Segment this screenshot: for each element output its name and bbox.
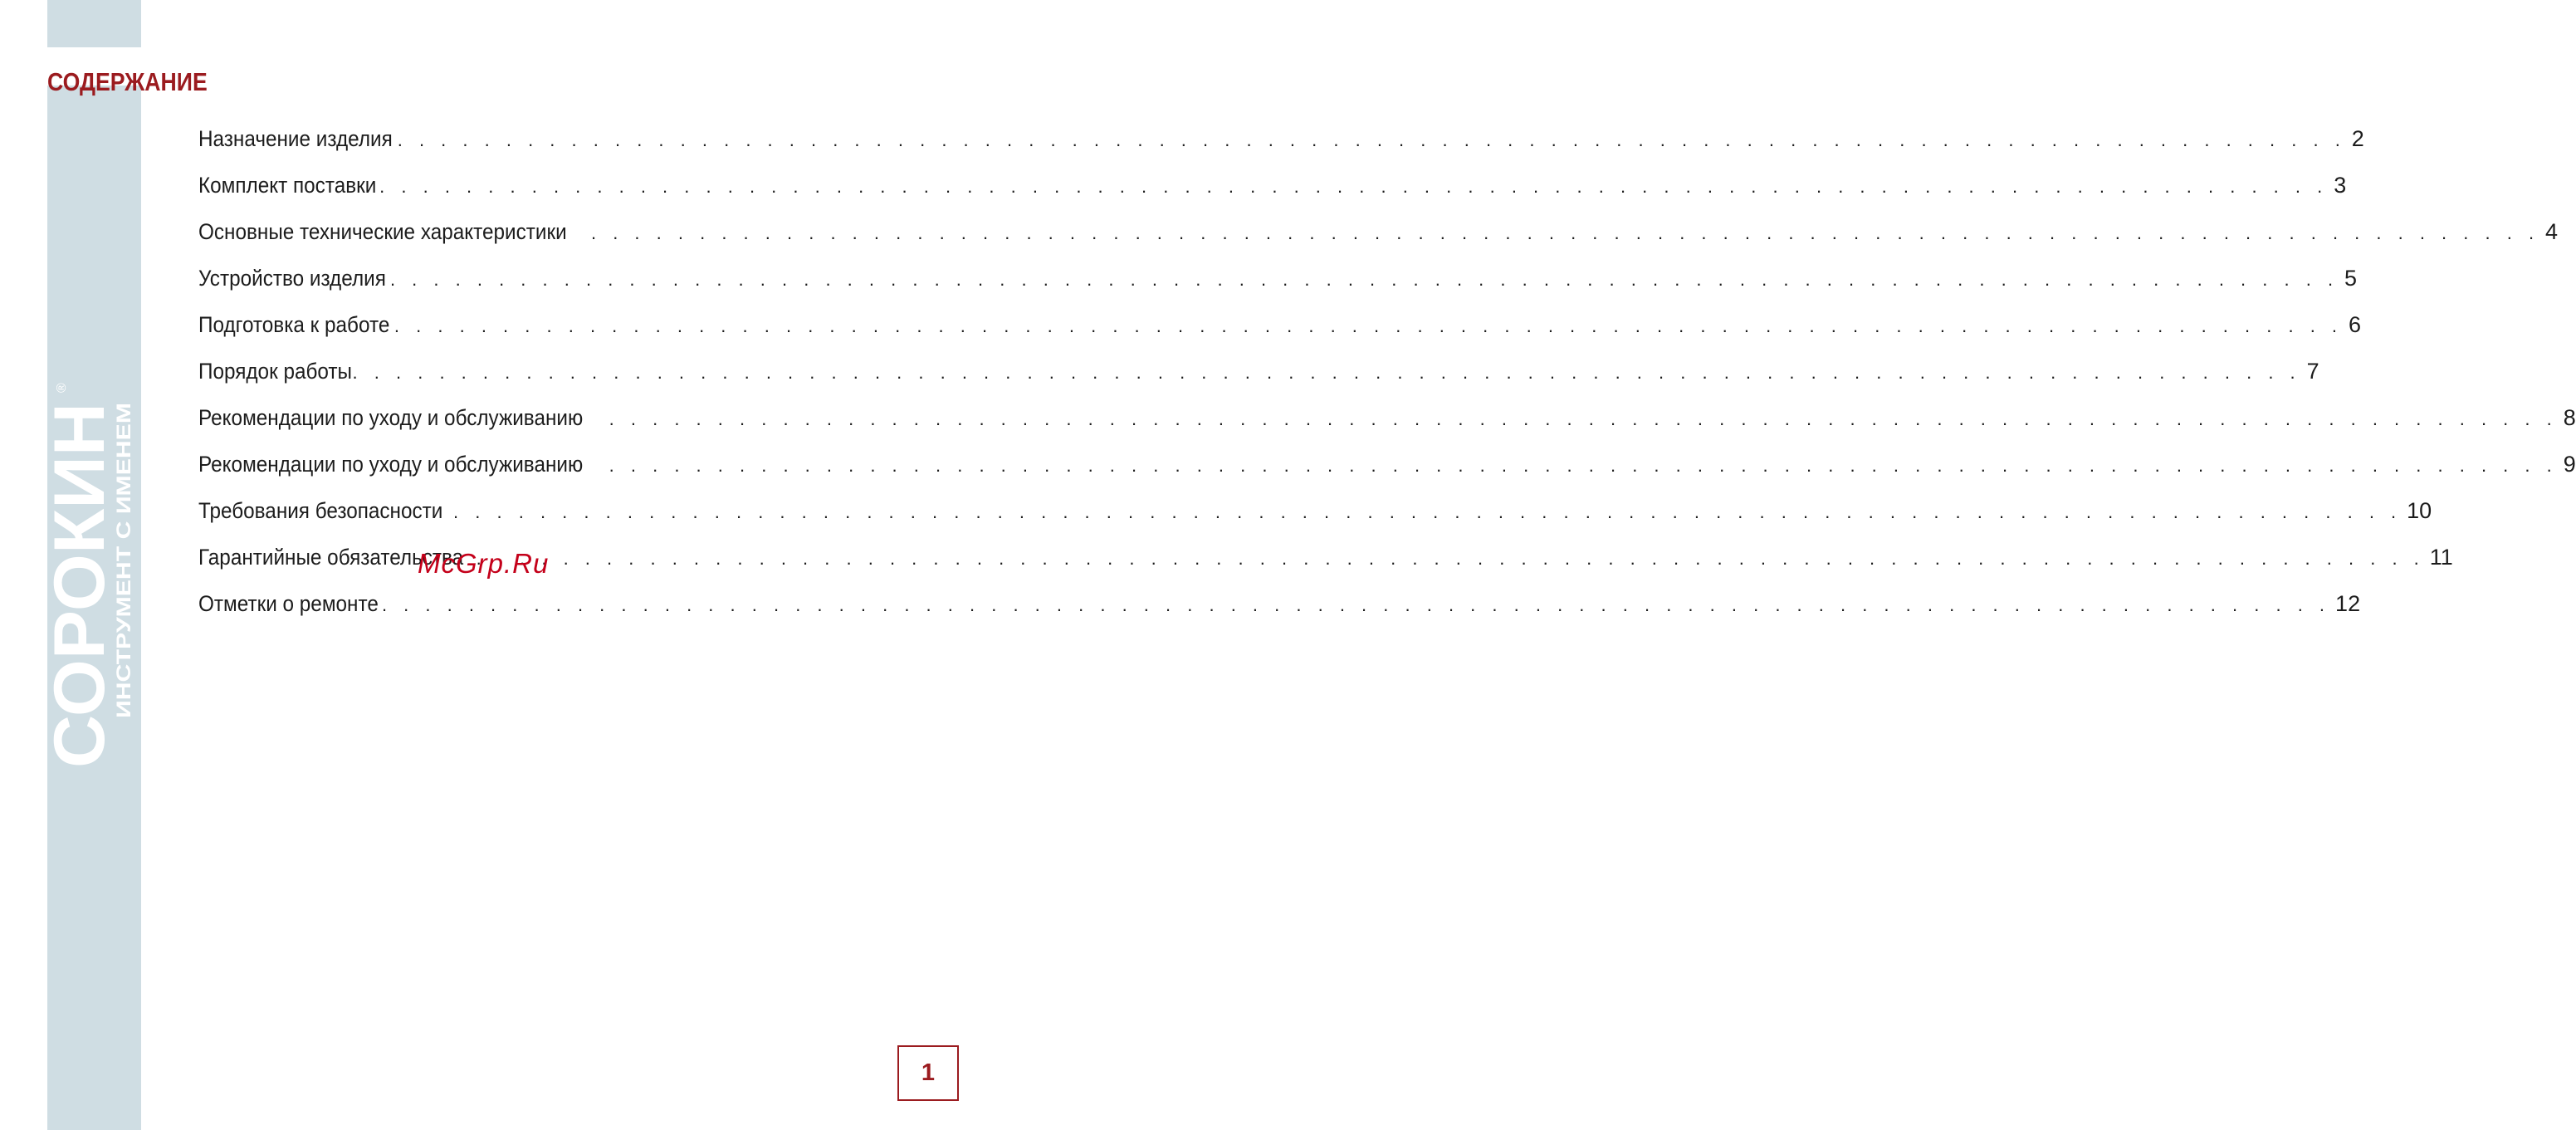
toc-item-page: 7 [2306, 359, 2319, 384]
toc-leader-dots [591, 223, 2539, 244]
toc-item-label: Подготовка к работе [198, 312, 390, 337]
toc-item-label: Отметки о ремонте [198, 591, 379, 616]
toc-item-page: 5 [2344, 266, 2358, 291]
toc-item[interactable] [198, 359, 2319, 405]
toc-item[interactable] [198, 312, 2362, 359]
toc-item-label: Комплект поставки [198, 173, 377, 198]
page-number: 1 [897, 1045, 959, 1101]
toc-item-label: Рекомендации по уходу и обслуживанию [198, 452, 584, 477]
toc-leader-dots [453, 501, 2402, 523]
toc-item[interactable] [198, 405, 2576, 452]
toc-leader-dots [398, 130, 2346, 151]
toc-leader-dots [390, 269, 2339, 291]
toc-item[interactable] [198, 173, 2347, 219]
toc-item[interactable] [198, 126, 2364, 173]
toc-item-label: Порядок работы [198, 359, 352, 384]
toc-item-label: Назначение изделия [198, 126, 393, 151]
toc-leader-dots [477, 548, 2425, 570]
toc-item-label: Основные технические характеристики [198, 219, 567, 244]
toc-item-page: 8 [2563, 405, 2576, 430]
brand-logo-text: СОРОКИН [40, 413, 120, 768]
toc-leader-dots [609, 455, 2558, 477]
toc-item-page: 6 [2349, 312, 2362, 337]
toc-item-label: Устройство изделия [198, 266, 386, 291]
page-title: СОДЕРЖАНИЕ [47, 66, 208, 96]
toc-item-page: 12 [2335, 591, 2361, 616]
toc-item-label: Требования безопасности [198, 498, 443, 523]
toc-item-page: 2 [2351, 126, 2364, 151]
toc-item[interactable] [198, 266, 2358, 312]
toc-leader-dots [379, 176, 2328, 198]
toc-leader-dots [382, 594, 2330, 616]
toc-item-page: 4 [2545, 219, 2559, 244]
toc-item-label: Рекомендации по уходу и обслуживанию [198, 405, 584, 430]
toc-item[interactable] [198, 591, 2361, 638]
brand-slogan: ИНСТРУМЕНТ С ИМЕНЕМ [113, 467, 135, 718]
watermark: McGrp.Ru [418, 548, 550, 579]
toc-item[interactable] [198, 452, 2576, 498]
registered-mark: ® [55, 383, 69, 393]
toc-item[interactable] [198, 498, 2432, 545]
toc-item-page: 10 [2407, 498, 2432, 523]
toc-leader-dots [353, 362, 2301, 384]
brand-logo [40, 369, 135, 768]
toc-leader-dots [609, 408, 2558, 430]
toc-item-page: 11 [2429, 545, 2453, 570]
toc-item[interactable] [198, 219, 2559, 266]
toc-item-page: 3 [2334, 173, 2347, 198]
toc-item-label: Гарантийные обязательства [198, 545, 464, 570]
toc-item-page: 9 [2563, 452, 2576, 477]
toc-leader-dots [394, 316, 2343, 337]
